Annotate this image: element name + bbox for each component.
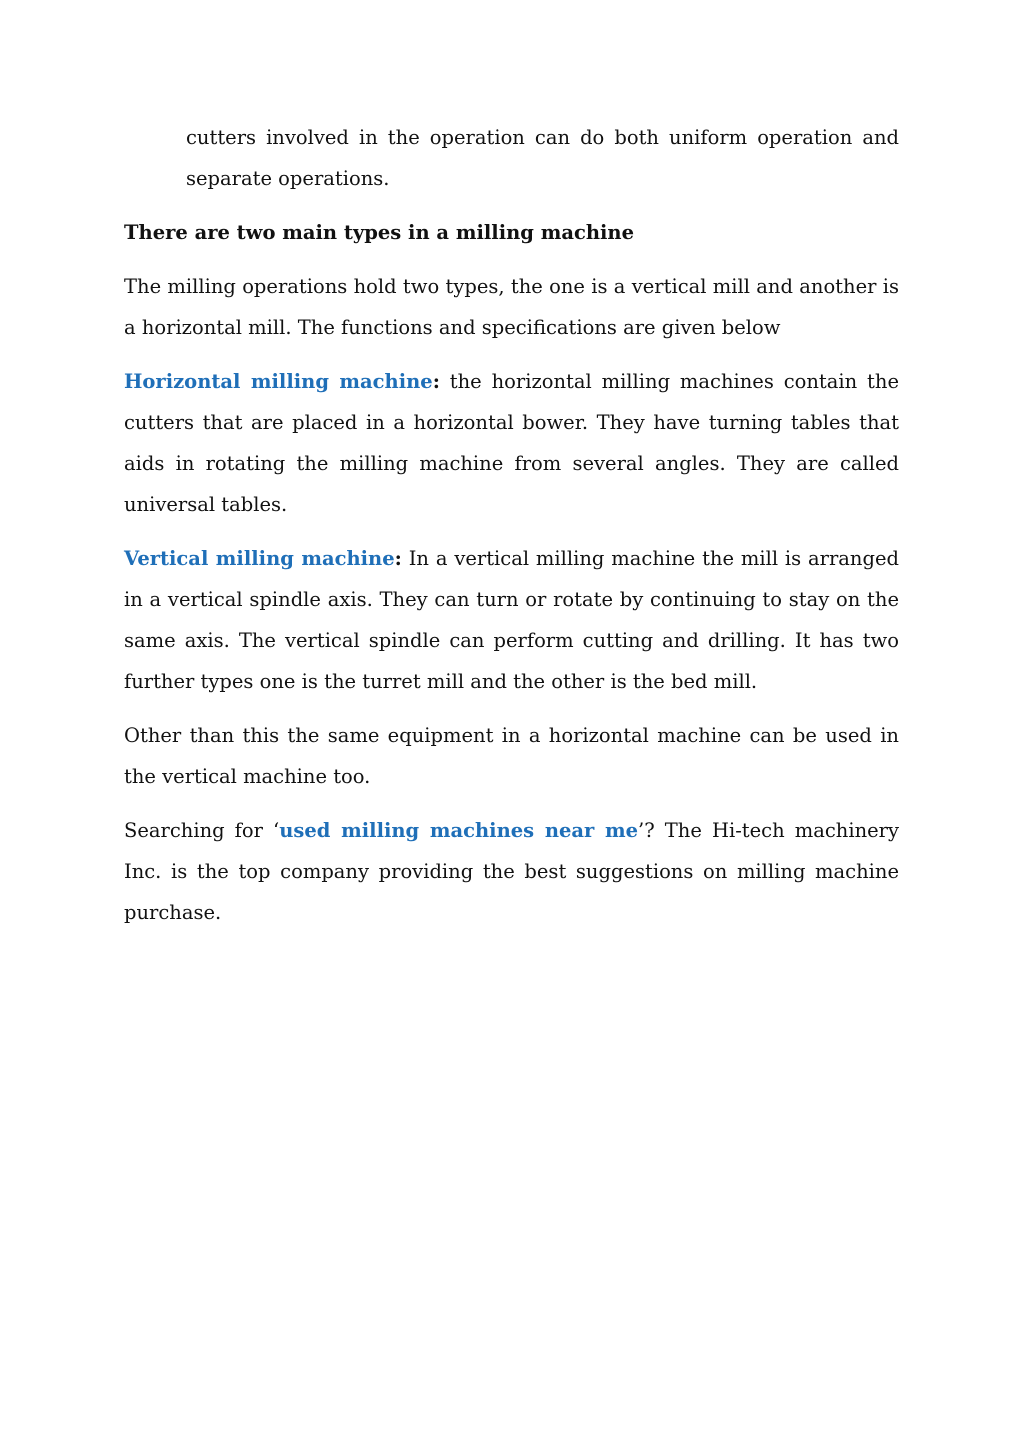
horizontal-colon: : [432,370,440,393]
horizontal-term: Horizontal milling machine [124,370,433,393]
document-body [124,117,899,946]
searching-paragraph [124,810,899,933]
vertical-colon: : [394,547,402,570]
vertical-paragraph [124,538,899,702]
vertical-term: Vertical milling machine [124,547,395,570]
intro-paragraph: The milling operations hold two types, the one is a vertical mill and another is a horizontal mill. The functions and specifications are given below [124,275,899,339]
searching-after: ’? The Hi-tech machinery Inc. is the top company providing the best suggestions on milling machine purchase. [124,819,900,924]
searching-before: Searching for ‘ [124,819,280,842]
section-heading: There are two main types in a milling machine [124,221,635,244]
vertical-text: In a vertical milling machine the mill is arranged in a vertical spindle axis. They can turn or rotate by continuing to stay on the same axis. The vertical spindle can perform cutting and drilling. It has two further types one is the turret mill and the other is the bed mill. [124,547,899,693]
horizontal-paragraph [124,361,899,525]
horizontal-text: the horizontal milling machines contain the cutters that are placed in a horizontal bower. They have turning tables that aids in rotating the milling machine from several angles. They are called universal tables. [124,370,899,516]
other-paragraph: Other than this the same equipment in a horizontal machine can be used in the vertical machine too. [124,724,899,788]
continuation-paragraph: cutters involved in the operation can do both uniform operation and separate operations. [186,126,899,190]
search-keyword-link[interactable]: used milling machines near me [279,819,639,842]
